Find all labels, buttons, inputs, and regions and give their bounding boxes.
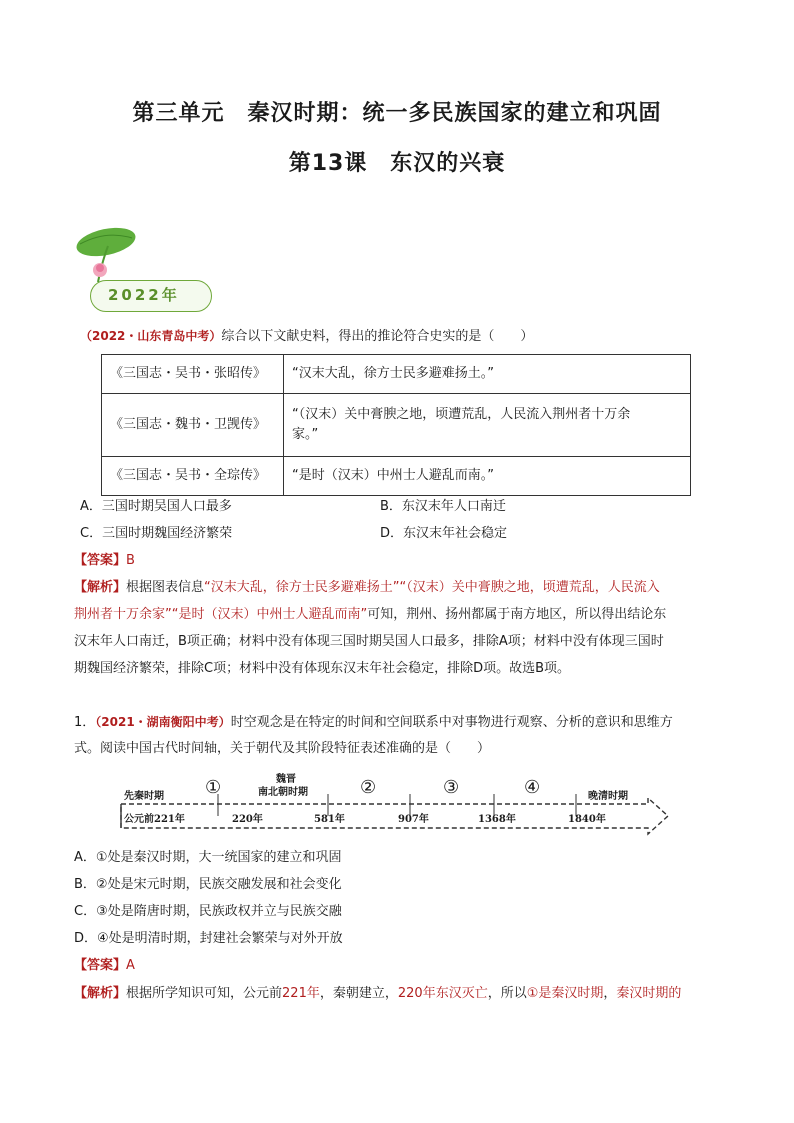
- q0-analysis-line1: [74, 578, 660, 598]
- q1-analysis-highlight: 221年: [282, 986, 320, 1001]
- timeline-year: 公元前221年: [124, 814, 185, 825]
- timeline-year: 1368年: [478, 814, 516, 825]
- table-cell-quote-line1: “（汉末）关中膏腴之地，顷遭荒乱，人民流入荆州者十万余: [292, 407, 631, 422]
- q1-analysis-text: 根据所学知识可知，公元前: [126, 986, 283, 1001]
- timeline-period: 先秦时期: [124, 791, 164, 802]
- q0-option-d[interactable]: D．东汉末年社会稳定: [380, 526, 508, 541]
- q1-analysis-highlight: 秦汉时期的: [616, 986, 682, 1001]
- q1-stem: 时空观念是在特定的时间和空间联系中对事物进行观察、分析的意识和思维方: [230, 715, 673, 730]
- q1-analysis-highlight: 220年东汉灭亡: [397, 986, 488, 1001]
- q1-answer-tag: 【答案】: [74, 958, 127, 973]
- q0-answer-tag: 【答案】: [74, 553, 127, 568]
- timeline-year: 581年: [314, 814, 345, 825]
- q0-answer: [74, 551, 135, 571]
- q0-analysis-tag: 【解析】: [74, 580, 127, 595]
- q0-stem-line: [80, 326, 533, 347]
- q0-option-b[interactable]: B．东汉末年人口南迁: [380, 499, 506, 514]
- table-cell-quote: “是时（汉末）中州士人避乱而南。”: [284, 457, 691, 496]
- q1-number: 1．: [74, 715, 96, 730]
- q1-answer: [74, 956, 135, 976]
- table-cell-book: 《三国志・吴书・全琮传》: [102, 457, 284, 496]
- year-badge-label: 2022年: [108, 286, 180, 304]
- q1-option-b[interactable]: B．②处是宋元时期，民族交融发展和社会变化: [74, 877, 342, 892]
- q0-option-c[interactable]: C．三国时期魏国经济繁荣: [80, 526, 233, 541]
- timeline-period: ①: [205, 777, 222, 798]
- q1-analysis-tag: 【解析】: [74, 986, 127, 1001]
- q0-analysis-line3: 汉末年人口南迁，B项正确；材料中没有体现三国时期吴国人口最多，排除A项；材料中没有体现三国时: [74, 634, 664, 649]
- q0-option-a[interactable]: A．三国时期吴国人口最多: [80, 499, 232, 514]
- q0-source: （2022・山东青岛中考）: [80, 329, 222, 343]
- q0-analysis-text: 根据图表信息: [126, 580, 205, 595]
- table-cell-book: 《三国志・魏书・卫觊传》: [102, 394, 284, 457]
- q1-analysis-text: ，: [603, 986, 617, 1001]
- table-cell-quote: “汉末大乱，徐方士民多避难扬土。”: [284, 355, 691, 394]
- q1-source: （2021・湖南衡阳中考）: [95, 715, 231, 729]
- q0-analysis-line2: [74, 605, 666, 625]
- unit-title: 第三单元 秦汉时期：统一多民族国家的建立和巩固: [132, 101, 662, 126]
- timeline-year: 220年: [232, 814, 263, 825]
- timeline-period: ④: [524, 777, 541, 798]
- q1-analysis-text: ，秦朝建立，: [319, 986, 398, 1001]
- q0-answer-value: B: [126, 553, 135, 568]
- q0-analysis-quote: 荆州者十万余家”“是时（汉末）中州士人避乱而南”: [74, 607, 368, 622]
- q1-stem-line2: 式。阅读中国古代时间轴，关于朝代及其阶段特征表述准确的是（ ）: [74, 741, 491, 756]
- timeline-arrow: [118, 768, 674, 838]
- timeline-period: ③: [443, 777, 460, 798]
- table-row: [102, 457, 691, 496]
- lesson-title: 第13课 东汉的兴衰: [288, 151, 506, 176]
- q0-stem: 综合以下文献史料，得出的推论符合史实的是（ ）: [221, 329, 534, 344]
- timeline-period: ②: [360, 777, 377, 798]
- table-row: [102, 355, 691, 394]
- table-cell-book: 《三国志・吴书・张昭传》: [102, 355, 284, 394]
- q0-analysis-quote: “汉末大乱，徐方士民多避难扬土”“（汉末）关中膏腴之地，顷遭荒乱，人民流入: [204, 580, 660, 595]
- q1-answer-value: A: [126, 958, 135, 973]
- timeline-period: 晚清时期: [588, 791, 628, 802]
- q1-analysis-highlight: ①是秦汉时期: [526, 986, 604, 1001]
- table-cell-quote-line2: 家。”: [292, 427, 319, 442]
- q0-source-table: [101, 354, 691, 496]
- timeline-period: 南北朝时期: [258, 787, 308, 798]
- q0-analysis-line4: 期魏国经济繁荣，排除C项；材料中没有体现东汉末年社会稳定，排除D项。故选B项。: [74, 661, 571, 676]
- q1-analysis-text: ，所以: [487, 986, 527, 1001]
- q0-analysis-text: 可知，荆州、扬州都属于南方地区，所以得出结论东: [367, 607, 667, 622]
- q1-option-a[interactable]: A．①处是秦汉时期，大一统国家的建立和巩固: [74, 850, 342, 865]
- q1-option-d[interactable]: D．④处是明清时期，封建社会繁荣与对外开放: [74, 931, 343, 946]
- timeline-year: 907年: [398, 814, 429, 825]
- timeline-period: 魏晋: [276, 774, 296, 785]
- table-cell-quote: [284, 394, 691, 457]
- q1-option-c[interactable]: C．③处是隋唐时期，民族政权并立与民族交融: [74, 904, 342, 919]
- table-row: [102, 394, 691, 457]
- q1-analysis-line1: [74, 984, 681, 1004]
- q1-stem-line1: [74, 712, 673, 733]
- timeline-year: 1840年: [568, 814, 606, 825]
